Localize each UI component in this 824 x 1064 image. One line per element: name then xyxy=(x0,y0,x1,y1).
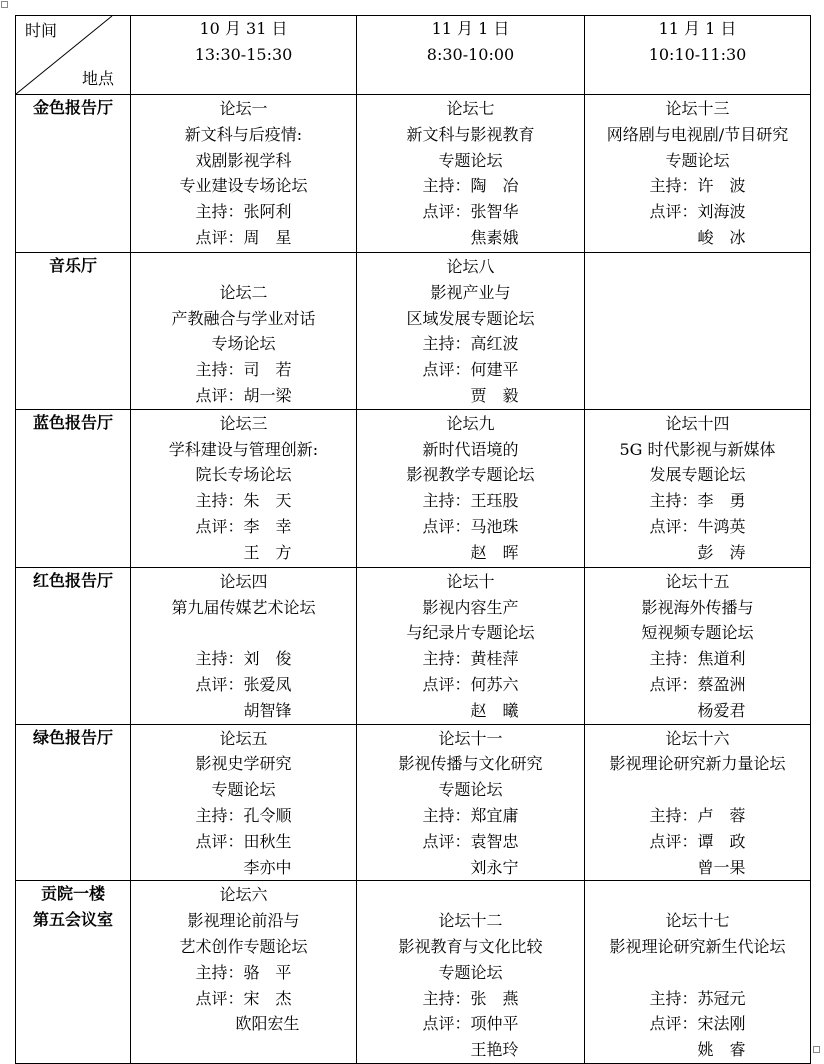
slot-header-2 xyxy=(357,16,585,95)
forum-line: 论坛十四 xyxy=(665,413,730,433)
slot-date: 10 月 31 日 xyxy=(199,19,288,38)
forum-line: 主持：陶 冶 xyxy=(422,176,519,196)
forum-line: 贾 毅 xyxy=(422,385,519,405)
forum-line xyxy=(585,882,810,908)
forum-line: 曾一果 xyxy=(649,857,746,877)
forum-line: 点评：张智华 xyxy=(422,202,519,222)
forum-cell xyxy=(585,409,811,567)
slot-date: 11 月 1 日 xyxy=(431,19,510,38)
forum-cell xyxy=(131,95,357,253)
forum-line xyxy=(357,882,584,908)
forum-line: 主持：李 勇 xyxy=(649,491,746,511)
forum-line: 新文科与后疫情: xyxy=(184,124,303,144)
forum-line: 论坛三 xyxy=(219,413,268,433)
slot-date: 11 月 1 日 xyxy=(658,19,737,38)
forum-line: 主持：骆 平 xyxy=(195,962,292,982)
forum-cell xyxy=(357,95,585,253)
room-name: 金色报告厅 xyxy=(16,95,131,253)
forum-line: 专题论坛 xyxy=(665,150,730,170)
forum-line: 论坛二 xyxy=(219,282,268,302)
forum-cell xyxy=(585,95,811,253)
forum-line: 点评：牛鸿英 xyxy=(649,516,746,536)
forum-line: 专题论坛 xyxy=(438,780,503,800)
forum-line: 戏剧影视学科 xyxy=(195,150,292,170)
room-name-line: 贡院一楼 xyxy=(40,884,105,904)
forum-line: 刘永宁 xyxy=(422,857,519,877)
forum-line: 胡智锋 xyxy=(195,700,292,720)
forum-line: 影视史学研究 xyxy=(195,754,292,774)
forum-line: 点评：项仲平 xyxy=(422,1014,519,1034)
forum-line: 专题论坛 xyxy=(211,780,276,800)
forum-line: 发展专题论坛 xyxy=(649,465,746,485)
forum-line: 主持：王珏股 xyxy=(422,491,519,511)
room-row xyxy=(16,253,811,410)
forum-line: 主持：许 波 xyxy=(649,176,746,196)
forum-cell xyxy=(585,724,811,881)
forum-cell xyxy=(357,567,585,724)
forum-cell xyxy=(131,409,357,567)
forum-line: 影视理论前沿与 xyxy=(187,911,300,931)
forum-line: 赵 曦 xyxy=(422,700,519,720)
forum-line: 点评：何建平 xyxy=(422,360,519,380)
forum-line: 点评：谭 政 xyxy=(649,831,746,851)
room-name: 红色报告厅 xyxy=(16,567,131,724)
forum-cell xyxy=(131,881,357,1064)
forum-line: 李亦中 xyxy=(195,857,292,877)
forum-line: 影视传播与文化研究 xyxy=(398,754,543,774)
forum-line: 第九届传媒艺术论坛 xyxy=(171,597,316,617)
forum-line: 专场论坛 xyxy=(211,334,276,354)
slot-time: 10:10-11:30 xyxy=(648,44,747,64)
forum-line: 产教融合与学业对话 xyxy=(171,308,316,328)
forum-line: 彭 涛 xyxy=(649,542,746,562)
room-row xyxy=(16,95,811,253)
forum-line: 主持：苏冠元 xyxy=(649,988,746,1008)
forum-line: 点评：蔡盈洲 xyxy=(649,674,746,694)
forum-line: 主持：孔令顺 xyxy=(195,805,292,825)
forum-line: 艺术创作专题论坛 xyxy=(179,936,308,956)
forum-line: 姚 睿 xyxy=(649,1040,746,1060)
room-row xyxy=(16,724,811,881)
corner-cell xyxy=(16,16,131,95)
forum-line: 论坛五 xyxy=(219,728,268,748)
forum-line: 王 方 xyxy=(195,542,292,562)
forum-line: 主持：郑宜庸 xyxy=(422,805,519,825)
forum-cell xyxy=(131,253,357,410)
forum-line: 点评：李 幸 xyxy=(195,516,292,536)
forum-line: 主持：黄桂萍 xyxy=(422,649,519,669)
corner-time-label: 时间 xyxy=(25,21,58,40)
forum-line: 影视理论研究新力量论坛 xyxy=(609,754,786,774)
forum-line: 点评：宋 杰 xyxy=(195,988,292,1008)
forum-line: 论坛十三 xyxy=(665,99,730,118)
forum-line: 主持：卢 蓉 xyxy=(649,805,746,825)
forum-line: 论坛一 xyxy=(219,99,268,118)
forum-line: 赵 晖 xyxy=(422,542,519,562)
room-row xyxy=(16,567,811,724)
forum-line: 主持：焦道利 xyxy=(649,649,746,669)
forum-line: 杨爱君 xyxy=(649,700,746,720)
forum-line: 点评：周 星 xyxy=(195,227,292,247)
forum-line: 论坛十一 xyxy=(438,728,503,748)
forum-line: 网络剧与电视剧/节目研究 xyxy=(606,124,789,144)
slot-header-1 xyxy=(131,16,357,95)
forum-line: 论坛十 xyxy=(446,571,495,591)
slot-header-3 xyxy=(585,16,811,95)
room-name-line: 第五会议室 xyxy=(32,910,113,930)
forum-line: 影视内容生产 xyxy=(422,597,519,617)
forum-line: 主持：朱 天 xyxy=(195,491,292,511)
forum-line: 峻 冰 xyxy=(649,227,746,247)
forum-line: 学科建设与管理创新: xyxy=(168,439,319,459)
forum-line: 区域发展专题论坛 xyxy=(406,308,535,328)
forum-line: 影视理论研究新生代论坛 xyxy=(609,936,786,956)
forum-line: 点评：田秋生 xyxy=(195,831,292,851)
forum-line xyxy=(585,777,810,803)
slot-time: 13:30-15:30 xyxy=(194,44,293,64)
room-row xyxy=(16,409,811,567)
forum-cell xyxy=(131,567,357,724)
forum-line: 点评：宋法刚 xyxy=(649,1014,746,1034)
forum-line: 点评：马池珠 xyxy=(422,516,519,536)
forum-line: 论坛六 xyxy=(219,885,268,905)
forum-line xyxy=(585,960,810,986)
forum-line: 王艳玲 xyxy=(422,1040,519,1060)
forum-line: 新时代语境的 xyxy=(422,439,519,459)
forum-line: 焦素娥 xyxy=(422,227,519,247)
forum-cell xyxy=(585,567,811,724)
forum-line: 主持：刘 俊 xyxy=(195,649,292,669)
forum-line: 影视教育与文化比较 xyxy=(398,936,543,956)
forum-line: 短视频专题论坛 xyxy=(641,623,754,643)
corner-place-label: 地点 xyxy=(81,69,114,89)
forum-cell xyxy=(585,881,811,1064)
forum-line: 欧阳宏生 xyxy=(187,1014,300,1034)
slot-time: 8:30-10:00 xyxy=(426,44,515,64)
forum-cell xyxy=(357,409,585,567)
room-name: 绿色报告厅 xyxy=(16,724,131,881)
forum-line: 新文科与影视教育 xyxy=(406,124,535,144)
forum-line: 论坛九 xyxy=(446,413,495,433)
room-row xyxy=(16,881,811,1064)
forum-cell xyxy=(585,253,811,410)
forum-line: 点评：张爱凤 xyxy=(195,674,292,694)
forum-line: 专题论坛 xyxy=(438,150,503,170)
forum-cell xyxy=(357,724,585,881)
forum-line: 专题论坛 xyxy=(438,962,503,982)
forum-line: 点评：何苏六 xyxy=(422,674,519,694)
forum-line: 论坛十七 xyxy=(665,911,730,931)
room-name: 蓝色报告厅 xyxy=(16,409,131,567)
schedule-table xyxy=(15,15,811,1064)
forum-line: 主持：高红波 xyxy=(422,334,519,354)
forum-cell xyxy=(357,253,585,410)
room-name xyxy=(16,881,131,1064)
forum-line: 5G 时代影视与新媒体 xyxy=(619,439,776,459)
forum-line: 论坛十二 xyxy=(438,911,503,931)
forum-line: 影视教学专题论坛 xyxy=(406,465,535,485)
forum-line: 点评：袁智忠 xyxy=(422,831,519,851)
forum-line: 专业建设专场论坛 xyxy=(179,176,308,196)
forum-line: 论坛十五 xyxy=(665,571,730,591)
forum-line: 院长专场论坛 xyxy=(195,465,292,485)
forum-cell xyxy=(357,881,585,1064)
forum-line: 点评：胡一梁 xyxy=(195,385,292,405)
forum-line: 论坛七 xyxy=(446,99,495,118)
forum-line: 论坛八 xyxy=(446,257,495,276)
forum-line xyxy=(131,620,356,646)
forum-line: 主持：张阿利 xyxy=(195,202,292,222)
room-name: 音乐厅 xyxy=(16,253,131,410)
forum-line: 主持：张 燕 xyxy=(422,988,519,1008)
forum-line: 与纪录片专题论坛 xyxy=(406,623,535,643)
table-resize-handle-top-left[interactable] xyxy=(1,1,8,8)
forum-line: 点评：刘海波 xyxy=(649,202,746,222)
forum-line: 影视海外传播与 xyxy=(641,597,754,617)
forum-line: 论坛十六 xyxy=(665,728,730,748)
forum-cell xyxy=(131,724,357,881)
forum-line: 主持：司 若 xyxy=(195,360,292,380)
table-resize-handle-bottom-right[interactable] xyxy=(813,1046,820,1053)
forum-line xyxy=(131,254,356,280)
forum-line: 影视产业与 xyxy=(430,282,511,302)
forum-line: 论坛四 xyxy=(219,571,268,591)
header-row xyxy=(16,16,811,95)
